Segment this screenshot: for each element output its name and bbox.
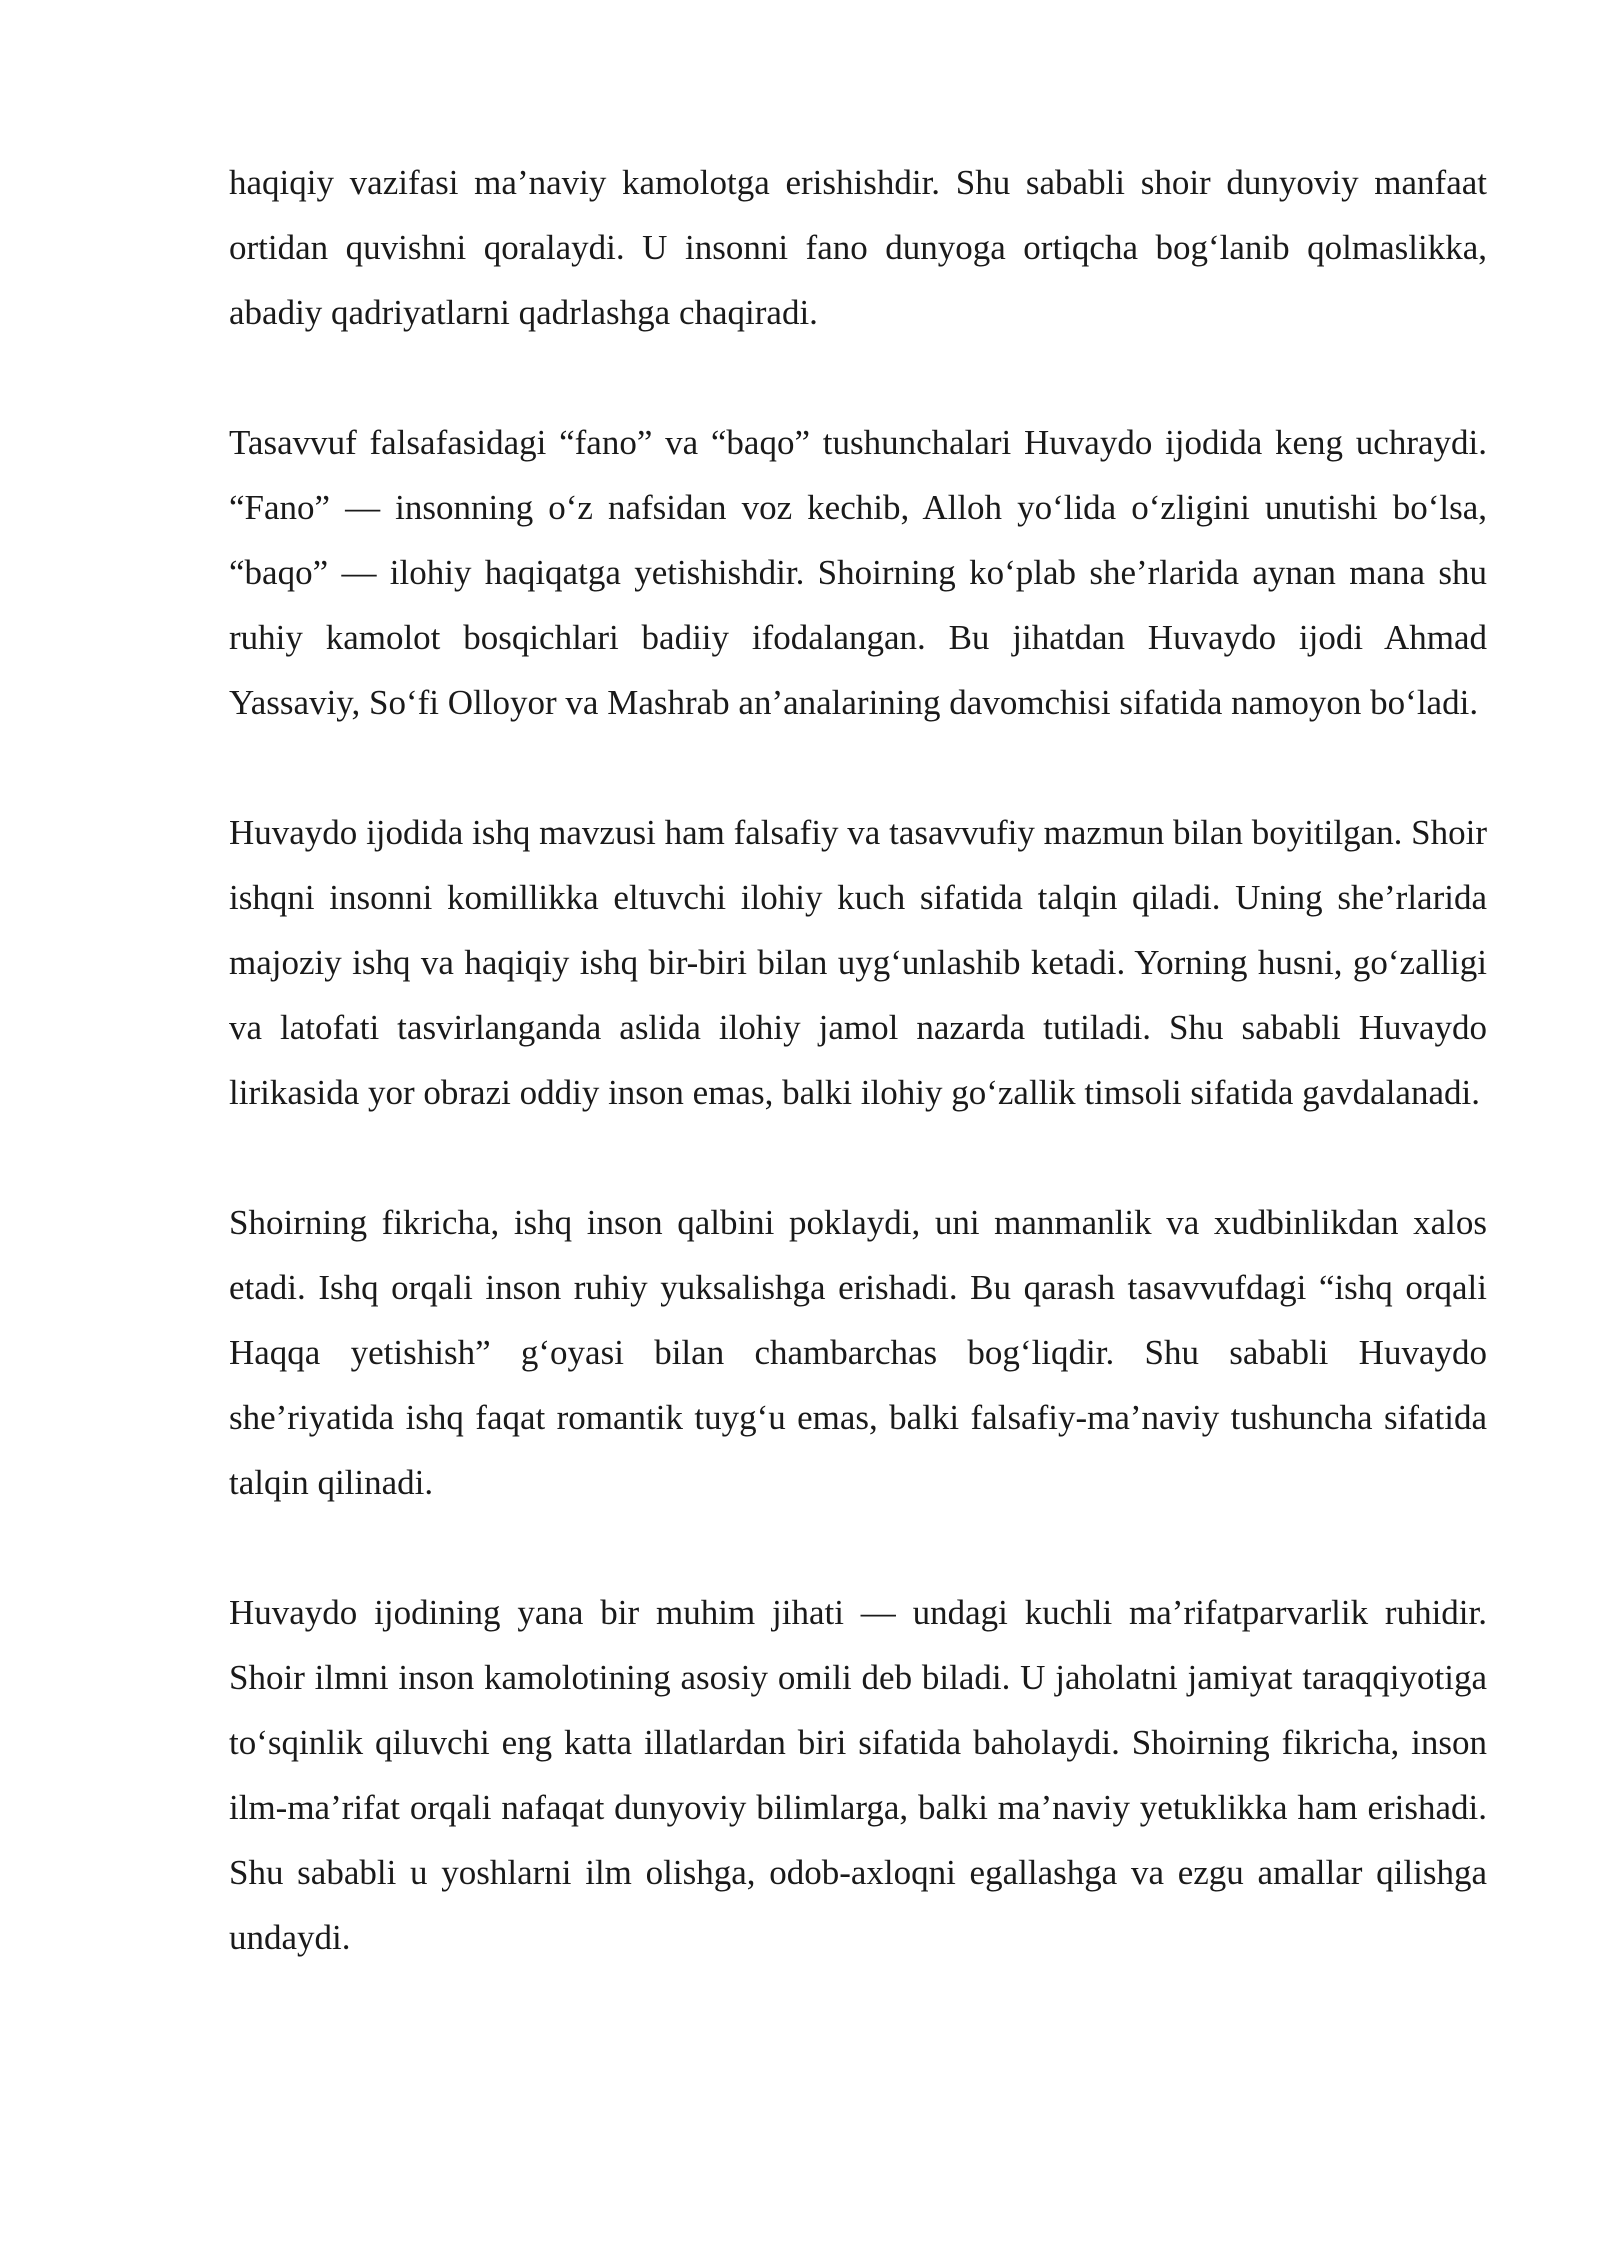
- document-page: [229, 150, 1487, 1970]
- paragraph-2: Tasavvuf falsafasidagi “fano” va “baqo” tushunchalari Huvaydo ijodida keng uchraydi. “Fano” — insonning o‘z nafsidan voz kechib, Alloh yo‘lida o‘zligini unutishi bo‘lsa, “baqo” — ilohiy haqiqatga yetishishdir. Shoirning ko‘plab she’rlarida aynan mana shu ruhiy kamolot bosqichlari badiiy ifodalangan. Bu jihatdan Huvaydo ijodi Ahmad Yassaviy, So‘fi Olloyor va Mashrab an’analarining davomchisi sifatida namoyon bo‘ladi.: [229, 423, 1487, 722]
- paragraph-3: Huvaydo ijodida ishq mavzusi ham falsafiy va tasavvufiy mazmun bilan boyitilgan. Shoir ishqni insonni komillikka eltuvchi ilohiy kuch sifatida talqin qiladi. Uning she’rlarida majoziy ishq va haqiqiy ishq bir-biri bilan uyg‘unlashib ketadi. Yorning husni, go‘zalligi va latofati tasvirlanganda aslida ilohiy jamol nazarda tutiladi. Shu sababli Huvaydo lirikasida yor obrazi oddiy inson emas, balki ilohiy go‘zallik timsoli sifatida gavdalanadi.: [229, 813, 1487, 1112]
- paragraph-5: Huvaydo ijodining yana bir muhim jihati — undagi kuchli ma’rifatparvarlik ruhidir. Shoir ilmni inson kamolotining asosiy omili deb biladi. U jaholatni jamiyat taraqqiyotiga to‘sqinlik qiluvchi eng katta illatlardan biri sifatida baholaydi. Shoirning fikricha, inson ilm-ma’rifat orqali nafaqat dunyoviy bilimlarga, balki ma’naviy yetuklikka ham erishadi. Shu sababli u yoshlarni ilm olishga, odob-axloqni egallashga va ezgu amallar qilishga undaydi.: [229, 1593, 1487, 1957]
- paragraph-4: Shoirning fikricha, ishq inson qalbini poklaydi, uni manmanlik va xudbinlikdan xalos etadi. Ishq orqali inson ruhiy yuksalishga erishadi. Bu qarash tasavvufdagi “ishq orqali Haqqa yetishish” g‘oyasi bilan chambarchas bog‘liqdir. Shu sababli Huvaydo she’riyatida ishq faqat romantik tuyg‘u emas, balki falsafiy-ma’naviy tushuncha sifatida talqin qilinadi.: [229, 1203, 1487, 1502]
- paragraph-1: haqiqiy vazifasi ma’naviy kamolotga erishishdir. Shu sababli shoir dunyoviy manfaat ortidan quvishni qoralaydi. U insonni fano dunyoga ortiqcha bog‘lanib qolmaslikka, abadiy qadriyatlarni qadrlashga chaqiradi.: [229, 163, 1487, 332]
